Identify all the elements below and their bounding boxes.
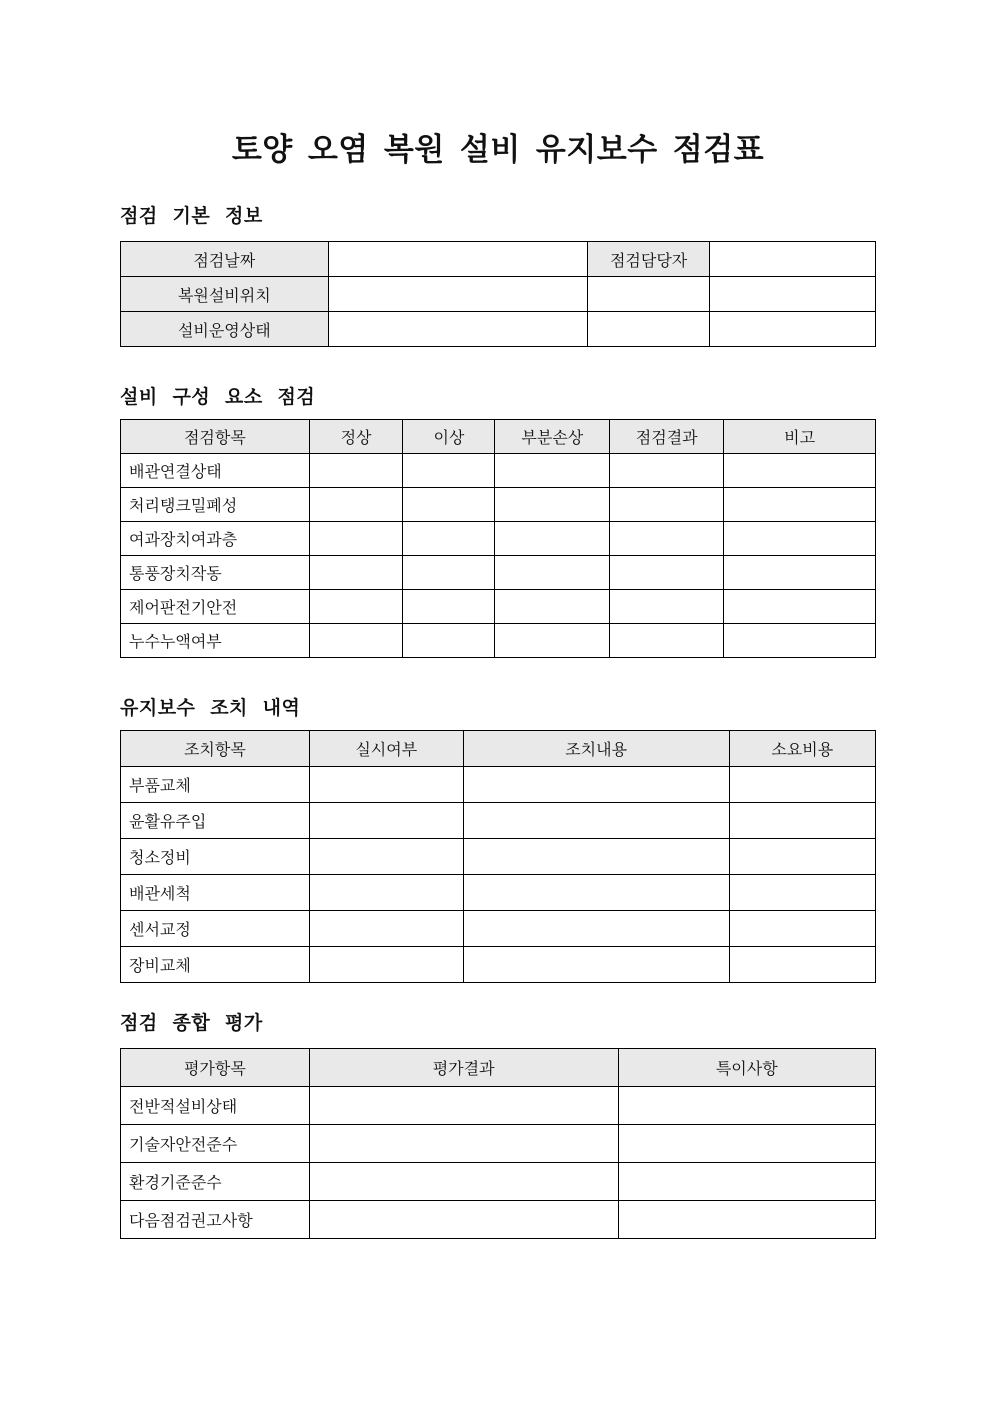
empty-cell	[403, 522, 495, 556]
empty-cell	[309, 454, 403, 488]
empty-cell	[709, 277, 875, 312]
empty-cell	[618, 1201, 875, 1239]
empty-cell	[403, 556, 495, 590]
table-row	[121, 1087, 876, 1125]
empty-cell	[729, 839, 876, 875]
item-label-cell: 처리탱크밀폐성	[121, 488, 310, 522]
component-check-table	[120, 419, 876, 658]
table-row	[121, 277, 876, 312]
column-header-action-item: 조치항목	[121, 731, 310, 767]
column-header-action-detail: 조치내용	[463, 731, 729, 767]
empty-cell	[309, 803, 463, 839]
empty-cell	[729, 911, 876, 947]
empty-cell	[724, 522, 876, 556]
table-row	[121, 1125, 876, 1163]
empty-cell	[588, 277, 710, 312]
empty-cell	[463, 803, 729, 839]
table-row	[121, 839, 876, 875]
table-row	[121, 1163, 876, 1201]
item-label-cell: 제어판전기안전	[121, 590, 310, 624]
table-row	[121, 488, 876, 522]
empty-cell	[309, 556, 403, 590]
empty-cell	[709, 312, 875, 347]
empty-cell	[309, 1163, 618, 1201]
document-title: 토양 오염 복원 설비 유지보수 점검표	[231, 132, 765, 167]
table-row	[121, 590, 876, 624]
label-cell-operation-status: 설비운영상태	[121, 312, 329, 347]
empty-cell	[724, 556, 876, 590]
empty-cell	[403, 590, 495, 624]
item-label-cell: 센서교정	[121, 911, 310, 947]
label-cell-facility-location: 복원설비위치	[121, 277, 329, 312]
empty-cell	[309, 767, 463, 803]
empty-cell	[610, 590, 724, 624]
column-header-normal: 정상	[309, 420, 403, 454]
item-label-cell: 배관연결상태	[121, 454, 310, 488]
empty-cell	[309, 1125, 618, 1163]
column-header-abnormal: 이상	[403, 420, 495, 454]
section-heading-component-check: 설비 구성 요소 점검	[120, 387, 316, 408]
empty-cell	[495, 488, 610, 522]
basic-info-table	[120, 241, 876, 347]
empty-cell	[463, 767, 729, 803]
value-cell-operation-status	[328, 312, 588, 347]
empty-cell	[403, 454, 495, 488]
empty-cell	[495, 454, 610, 488]
table-row	[121, 1201, 876, 1239]
item-label-cell: 누수누액여부	[121, 624, 310, 658]
empty-cell	[724, 624, 876, 658]
empty-cell	[309, 947, 463, 983]
empty-cell	[309, 488, 403, 522]
section-heading-overall-evaluation: 점검 종합 평가	[120, 1013, 263, 1034]
empty-cell	[729, 803, 876, 839]
item-label-cell: 청소정비	[121, 839, 310, 875]
empty-cell	[463, 947, 729, 983]
label-cell-inspection-date: 점검날짜	[121, 242, 329, 277]
item-label-cell: 기술자안전준수	[121, 1125, 310, 1163]
table-row	[121, 624, 876, 658]
empty-cell	[463, 839, 729, 875]
empty-cell	[463, 911, 729, 947]
column-header-special-notes: 특이사항	[618, 1049, 875, 1087]
column-header-cost: 소요비용	[729, 731, 876, 767]
empty-cell	[610, 454, 724, 488]
empty-cell	[495, 522, 610, 556]
overall-evaluation-table	[120, 1048, 876, 1239]
item-label-cell: 장비교체	[121, 947, 310, 983]
item-label-cell: 전반적설비상태	[121, 1087, 310, 1125]
item-label-cell: 부품교체	[121, 767, 310, 803]
table-row	[121, 875, 876, 911]
empty-cell	[309, 624, 403, 658]
value-cell-facility-location	[328, 277, 588, 312]
table-row	[121, 767, 876, 803]
table-row	[121, 911, 876, 947]
empty-cell	[309, 911, 463, 947]
empty-cell	[729, 947, 876, 983]
empty-cell	[495, 624, 610, 658]
table-row	[121, 556, 876, 590]
column-header-performed: 실시여부	[309, 731, 463, 767]
empty-cell	[309, 839, 463, 875]
section-heading-maintenance-actions: 유지보수 조치 내역	[120, 698, 301, 719]
empty-cell	[588, 312, 710, 347]
column-header-check-result: 점검결과	[610, 420, 724, 454]
empty-cell	[618, 1125, 875, 1163]
item-label-cell: 윤활유주입	[121, 803, 310, 839]
value-cell-inspection-date	[328, 242, 588, 277]
table-header-row	[121, 420, 876, 454]
table-row	[121, 454, 876, 488]
empty-cell	[610, 522, 724, 556]
empty-cell	[309, 590, 403, 624]
column-header-evaluation-item: 평가항목	[121, 1049, 310, 1087]
item-label-cell: 다음점검권고사항	[121, 1201, 310, 1239]
empty-cell	[724, 454, 876, 488]
empty-cell	[463, 875, 729, 911]
empty-cell	[729, 875, 876, 911]
maintenance-actions-table	[120, 730, 876, 983]
empty-cell	[495, 556, 610, 590]
table-header-row	[121, 1049, 876, 1087]
item-label-cell: 통풍장치작동	[121, 556, 310, 590]
empty-cell	[724, 488, 876, 522]
empty-cell	[729, 767, 876, 803]
empty-cell	[309, 522, 403, 556]
empty-cell	[309, 1087, 618, 1125]
empty-cell	[403, 624, 495, 658]
column-header-partial-damage: 부분손상	[495, 420, 610, 454]
column-header-evaluation-result: 평가결과	[309, 1049, 618, 1087]
table-row	[121, 312, 876, 347]
empty-cell	[610, 488, 724, 522]
empty-cell	[724, 590, 876, 624]
table-header-row	[121, 731, 876, 767]
table-row	[121, 947, 876, 983]
empty-cell	[309, 1201, 618, 1239]
section-heading-basic-info: 점검 기본 정보	[120, 206, 263, 227]
item-label-cell: 환경기준준수	[121, 1163, 310, 1201]
empty-cell	[618, 1087, 875, 1125]
empty-cell	[495, 590, 610, 624]
empty-cell	[403, 488, 495, 522]
empty-cell	[610, 624, 724, 658]
empty-cell	[309, 875, 463, 911]
empty-cell	[618, 1163, 875, 1201]
item-label-cell: 배관세척	[121, 875, 310, 911]
label-cell-inspector: 점검담당자	[588, 242, 710, 277]
item-label-cell: 여과장치여과층	[121, 522, 310, 556]
table-row	[121, 522, 876, 556]
table-row	[121, 803, 876, 839]
column-header-check-item: 점검항목	[121, 420, 310, 454]
table-row	[121, 242, 876, 277]
value-cell-inspector	[709, 242, 875, 277]
empty-cell	[610, 556, 724, 590]
column-header-remarks: 비고	[724, 420, 876, 454]
